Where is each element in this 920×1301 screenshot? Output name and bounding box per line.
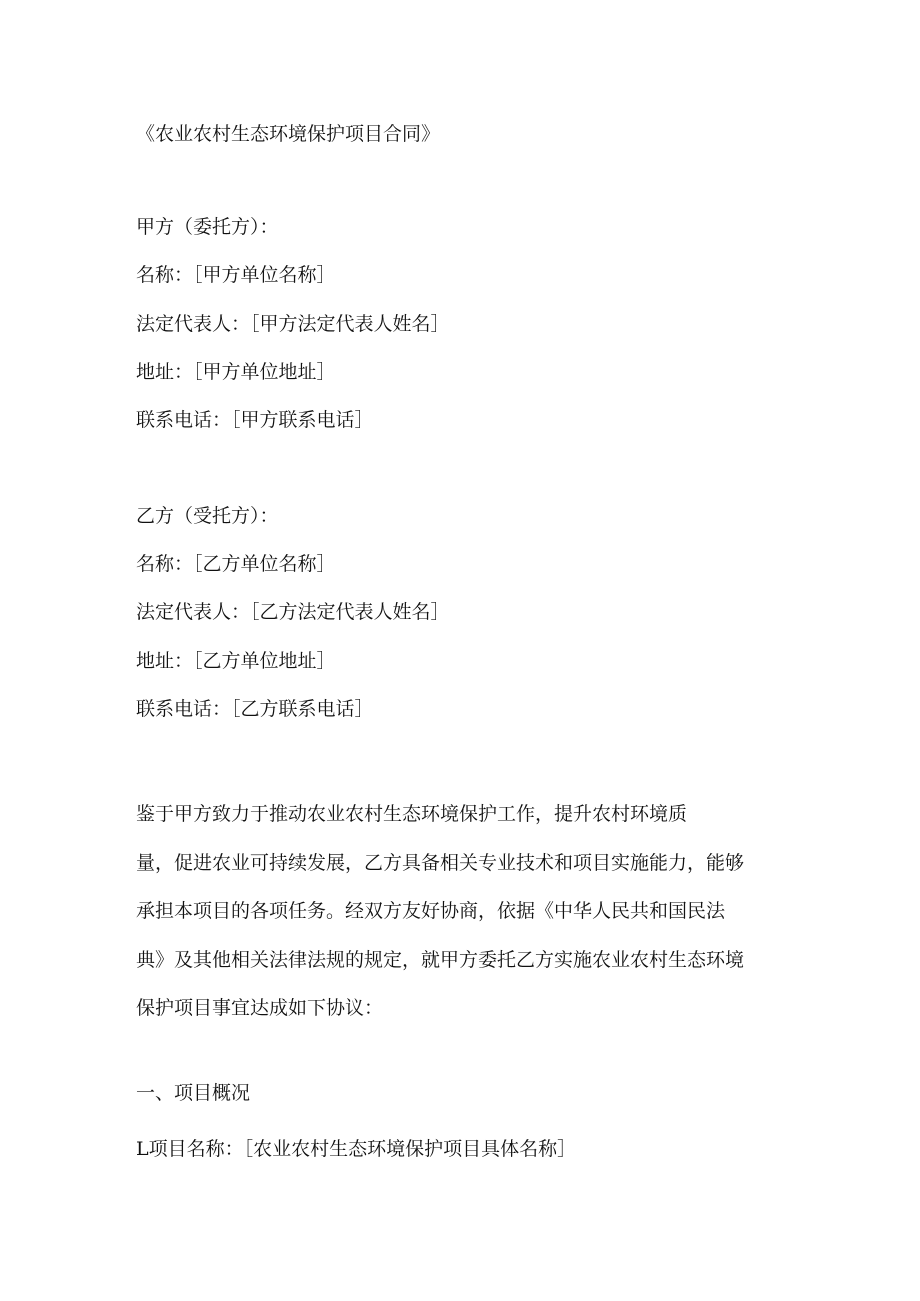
section-1-heading: 一、项目概况	[136, 1082, 251, 1104]
party-b-phone: 联系电话：［乙方联系电话］	[136, 698, 374, 720]
preamble-paragraph	[136, 790, 796, 1033]
party-b-name: 名称：［乙方单位名称］	[136, 553, 336, 575]
party-b-address: 地址：［乙方单位地址］	[136, 650, 336, 672]
preamble-line: 量，促进农业可持续发展，乙方具备相关专业技术和项目实施能力，能够	[136, 851, 745, 874]
party-b-representative: 法定代表人：［乙方法定代表人姓名］	[136, 601, 450, 623]
document-title: 《农业农村生态环境保护项目合同》	[136, 123, 441, 145]
preamble-line: 鉴于甲方致力于推动农业农村生态环境保护工作，提升农村环境质	[136, 803, 688, 825]
party-a-name: 名称：［甲方单位名称］	[136, 264, 336, 286]
party-a-address: 地址：［甲方单位地址］	[136, 361, 336, 383]
preamble-line: 保护项目事宜达成如下协议：	[136, 997, 384, 1020]
party-a-heading: 甲方（委托方）：	[136, 216, 279, 238]
preamble-line: 承担本项目的各项任务。经双方友好协商，依据《中华人民共和国民法	[136, 900, 726, 923]
party-b-heading: 乙方（受托方）：	[136, 505, 279, 527]
preamble-line: 典》及其他相关法律法规的规定，就甲方委托乙方实施农业农村生态环境	[136, 948, 745, 971]
section-1-item-1: L项目名称：［农业农村生态环境保护项目具体名称］	[136, 1138, 577, 1160]
party-a-phone: 联系电话：［甲方联系电话］	[136, 409, 374, 431]
party-a-representative: 法定代表人：［甲方法定代表人姓名］	[136, 313, 450, 335]
